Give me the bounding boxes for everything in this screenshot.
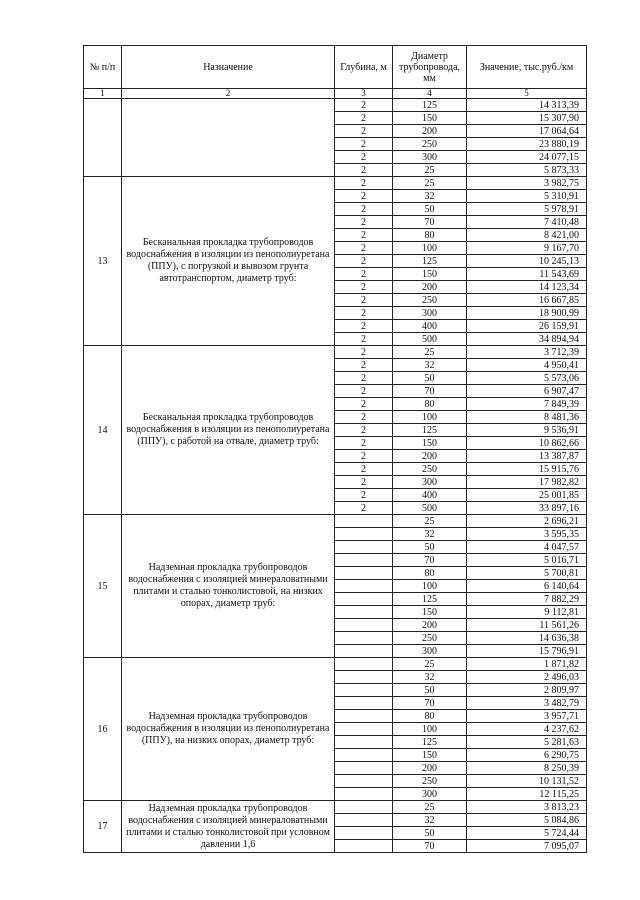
col-number: 3	[335, 89, 393, 99]
value-cell: 5 016,71	[467, 554, 587, 567]
header-value: Значение, тыс.руб./км	[467, 46, 587, 89]
depth-cell: 2	[335, 203, 393, 216]
depth-cell: 2	[335, 216, 393, 229]
value-cell: 11 543,69	[467, 268, 587, 281]
diameter-cell: 80	[393, 567, 467, 580]
depth-cell	[335, 801, 393, 814]
depth-cell	[335, 697, 393, 710]
depth-cell: 2	[335, 164, 393, 177]
value-cell: 10 245,13	[467, 255, 587, 268]
depth-cell	[335, 723, 393, 736]
header-diameter: Диаметр трубопровода, мм	[393, 46, 467, 89]
value-cell: 5 310,91	[467, 190, 587, 203]
value-cell: 8 250,39	[467, 762, 587, 775]
depth-cell	[335, 814, 393, 827]
depth-cell: 2	[335, 151, 393, 164]
depth-cell: 2	[335, 229, 393, 242]
depth-cell	[335, 593, 393, 606]
value-cell: 16 667,85	[467, 294, 587, 307]
value-cell: 3 712,39	[467, 346, 587, 359]
diameter-cell: 70	[393, 697, 467, 710]
col-number: 1	[84, 89, 122, 99]
value-cell: 7 410,48	[467, 216, 587, 229]
value-cell: 3 595,35	[467, 528, 587, 541]
depth-cell: 2	[335, 489, 393, 502]
value-cell: 24 077,15	[467, 151, 587, 164]
depth-cell: 2	[335, 463, 393, 476]
value-cell: 23 880,19	[467, 138, 587, 151]
diameter-cell: 250	[393, 463, 467, 476]
diameter-cell: 125	[393, 99, 467, 112]
depth-cell: 2	[335, 99, 393, 112]
value-cell: 15 307,90	[467, 112, 587, 125]
diameter-cell: 125	[393, 255, 467, 268]
table-row	[84, 346, 587, 359]
value-cell: 14 313,39	[467, 99, 587, 112]
value-cell: 26 159,91	[467, 320, 587, 333]
diameter-cell: 32	[393, 359, 467, 372]
item-number	[84, 99, 122, 177]
col-number: 5	[467, 89, 587, 99]
depth-cell	[335, 775, 393, 788]
header-num: № п/п	[84, 46, 122, 89]
value-cell: 13 387,87	[467, 450, 587, 463]
value-cell: 5 978,91	[467, 203, 587, 216]
item-description	[122, 99, 335, 177]
value-cell: 11 561,26	[467, 619, 587, 632]
depth-cell: 2	[335, 437, 393, 450]
diameter-cell: 150	[393, 749, 467, 762]
value-cell: 4 237,62	[467, 723, 587, 736]
value-cell: 18 900,99	[467, 307, 587, 320]
item-number: 16	[84, 658, 122, 801]
depth-cell: 2	[335, 398, 393, 411]
diameter-cell: 125	[393, 736, 467, 749]
depth-cell: 2	[335, 476, 393, 489]
depth-cell: 2	[335, 242, 393, 255]
depth-cell: 2	[335, 294, 393, 307]
depth-cell: 2	[335, 190, 393, 203]
item-number: 14	[84, 346, 122, 515]
depth-cell: 2	[335, 125, 393, 138]
depth-cell	[335, 840, 393, 853]
value-cell: 6 140,64	[467, 580, 587, 593]
value-cell: 1 871,82	[467, 658, 587, 671]
depth-cell	[335, 515, 393, 528]
diameter-cell: 70	[393, 554, 467, 567]
value-cell: 3 957,71	[467, 710, 587, 723]
diameter-cell: 80	[393, 710, 467, 723]
item-description: Бесканальная прокладка трубопроводов водоснабжения в изоляции из пенополиуретана (ППУ), с работой на отвале, диаметр труб:	[122, 346, 335, 515]
value-cell: 4 950,41	[467, 359, 587, 372]
diameter-cell: 100	[393, 723, 467, 736]
value-cell: 34 894,94	[467, 333, 587, 346]
value-cell: 6 290,75	[467, 749, 587, 762]
depth-cell	[335, 658, 393, 671]
table-row	[84, 99, 587, 112]
depth-cell	[335, 632, 393, 645]
value-cell: 10 131,52	[467, 775, 587, 788]
diameter-cell: 200	[393, 125, 467, 138]
value-cell: 4 047,57	[467, 541, 587, 554]
value-cell: 3 813,23	[467, 801, 587, 814]
depth-cell: 2	[335, 359, 393, 372]
diameter-cell: 70	[393, 385, 467, 398]
table-row	[84, 801, 587, 814]
diameter-cell: 25	[393, 658, 467, 671]
depth-cell: 2	[335, 346, 393, 359]
table-row	[84, 658, 587, 671]
value-cell: 33 897,16	[467, 502, 587, 515]
depth-cell: 2	[335, 138, 393, 151]
diameter-cell: 125	[393, 593, 467, 606]
depth-cell: 2	[335, 450, 393, 463]
depth-cell: 2	[335, 307, 393, 320]
diameter-cell: 400	[393, 320, 467, 333]
value-cell: 3 482,79	[467, 697, 587, 710]
item-description: Надземная прокладка трубопроводов водоснабжения с изоляцией минераловатными плитами и сталью тонколистовой при условном давлении 1,6	[122, 801, 335, 853]
diameter-cell: 400	[393, 489, 467, 502]
diameter-cell: 32	[393, 528, 467, 541]
depth-cell: 2	[335, 372, 393, 385]
header-purpose: Назначение	[122, 46, 335, 89]
depth-cell	[335, 762, 393, 775]
diameter-cell: 200	[393, 450, 467, 463]
depth-cell: 2	[335, 502, 393, 515]
depth-cell	[335, 671, 393, 684]
item-number: 15	[84, 515, 122, 658]
depth-cell	[335, 554, 393, 567]
depth-cell	[335, 684, 393, 697]
diameter-cell: 150	[393, 606, 467, 619]
diameter-cell: 250	[393, 138, 467, 151]
depth-cell	[335, 710, 393, 723]
diameter-cell: 250	[393, 775, 467, 788]
depth-cell: 2	[335, 268, 393, 281]
value-cell: 15 796,91	[467, 645, 587, 658]
value-cell: 2 696,21	[467, 515, 587, 528]
item-description: Бесканальная прокладка трубопроводов водоснабжения в изоляции из пенополиуретана (ППУ), с погрузкой и вывозом грунта автотранспортом, диаметр труб:	[122, 177, 335, 346]
value-cell: 8 481,36	[467, 411, 587, 424]
diameter-cell: 100	[393, 580, 467, 593]
diameter-cell: 50	[393, 541, 467, 554]
tariff-table	[83, 45, 587, 853]
diameter-cell: 150	[393, 437, 467, 450]
value-cell: 5 084,86	[467, 814, 587, 827]
value-cell: 6 907,47	[467, 385, 587, 398]
value-cell: 7 095,07	[467, 840, 587, 853]
col-number: 2	[122, 89, 335, 99]
diameter-cell: 300	[393, 476, 467, 489]
diameter-cell: 150	[393, 268, 467, 281]
diameter-cell: 500	[393, 333, 467, 346]
value-cell: 3 982,75	[467, 177, 587, 190]
value-cell: 15 915,76	[467, 463, 587, 476]
diameter-cell: 70	[393, 840, 467, 853]
diameter-cell: 32	[393, 814, 467, 827]
header-row	[84, 46, 587, 89]
depth-cell	[335, 736, 393, 749]
diameter-cell: 100	[393, 242, 467, 255]
value-cell: 10 862,66	[467, 437, 587, 450]
depth-cell: 2	[335, 255, 393, 268]
depth-cell	[335, 567, 393, 580]
diameter-cell: 25	[393, 346, 467, 359]
depth-cell	[335, 528, 393, 541]
diameter-cell: 250	[393, 294, 467, 307]
value-cell: 7 849,39	[467, 398, 587, 411]
value-cell: 14 636,38	[467, 632, 587, 645]
value-cell: 12 115,25	[467, 788, 587, 801]
diameter-cell: 500	[393, 502, 467, 515]
value-cell: 25 001,85	[467, 489, 587, 502]
value-cell: 5 724,44	[467, 827, 587, 840]
value-cell: 17 982,82	[467, 476, 587, 489]
diameter-cell: 300	[393, 151, 467, 164]
diameter-cell: 32	[393, 671, 467, 684]
depth-cell	[335, 749, 393, 762]
depth-cell	[335, 619, 393, 632]
diameter-cell: 25	[393, 164, 467, 177]
depth-cell: 2	[335, 333, 393, 346]
diameter-cell: 25	[393, 801, 467, 814]
diameter-cell: 80	[393, 398, 467, 411]
depth-cell	[335, 788, 393, 801]
diameter-cell: 70	[393, 216, 467, 229]
table-row	[84, 515, 587, 528]
depth-cell: 2	[335, 320, 393, 333]
header-depth: Глубина, м	[335, 46, 393, 89]
diameter-cell: 50	[393, 827, 467, 840]
diameter-cell: 200	[393, 619, 467, 632]
value-cell: 7 882,29	[467, 593, 587, 606]
diameter-cell: 250	[393, 632, 467, 645]
table-body	[84, 99, 587, 853]
diameter-cell: 50	[393, 684, 467, 697]
depth-cell: 2	[335, 177, 393, 190]
diameter-cell: 300	[393, 307, 467, 320]
value-cell: 5 700,81	[467, 567, 587, 580]
item-description: Надземная прокладка трубопроводов водоснабжения с изоляцией минераловатными плитами и сталью тонколистовой, на низких опорах, диаметр труб:	[122, 515, 335, 658]
value-cell: 9 536,91	[467, 424, 587, 437]
depth-cell	[335, 645, 393, 658]
depth-cell: 2	[335, 281, 393, 294]
value-cell: 14 123,34	[467, 281, 587, 294]
column-number-row	[84, 89, 587, 99]
depth-cell: 2	[335, 112, 393, 125]
diameter-cell: 150	[393, 112, 467, 125]
diameter-cell: 80	[393, 229, 467, 242]
diameter-cell: 200	[393, 762, 467, 775]
depth-cell	[335, 606, 393, 619]
diameter-cell: 25	[393, 515, 467, 528]
value-cell: 8 421,00	[467, 229, 587, 242]
diameter-cell: 100	[393, 411, 467, 424]
depth-cell: 2	[335, 385, 393, 398]
item-description: Надземная прокладка трубопроводов водоснабжения в изоляции из пенополиуретана (ППУ), на низких опорах, диаметр труб:	[122, 658, 335, 801]
value-cell: 5 873,33	[467, 164, 587, 177]
value-cell: 2 496,03	[467, 671, 587, 684]
col-number: 4	[393, 89, 467, 99]
value-cell: 17 064,64	[467, 125, 587, 138]
diameter-cell: 125	[393, 424, 467, 437]
diameter-cell: 300	[393, 645, 467, 658]
item-number: 13	[84, 177, 122, 346]
item-number: 17	[84, 801, 122, 853]
diameter-cell: 32	[393, 190, 467, 203]
depth-cell	[335, 541, 393, 554]
depth-cell: 2	[335, 424, 393, 437]
value-cell: 2 809,97	[467, 684, 587, 697]
depth-cell	[335, 827, 393, 840]
value-cell: 9 112,81	[467, 606, 587, 619]
depth-cell	[335, 580, 393, 593]
diameter-cell: 50	[393, 372, 467, 385]
diameter-cell: 50	[393, 203, 467, 216]
value-cell: 5 281,63	[467, 736, 587, 749]
depth-cell: 2	[335, 411, 393, 424]
value-cell: 9 167,70	[467, 242, 587, 255]
diameter-cell: 25	[393, 177, 467, 190]
diameter-cell: 200	[393, 281, 467, 294]
value-cell: 5 573,06	[467, 372, 587, 385]
diameter-cell: 300	[393, 788, 467, 801]
table-row	[84, 177, 587, 190]
